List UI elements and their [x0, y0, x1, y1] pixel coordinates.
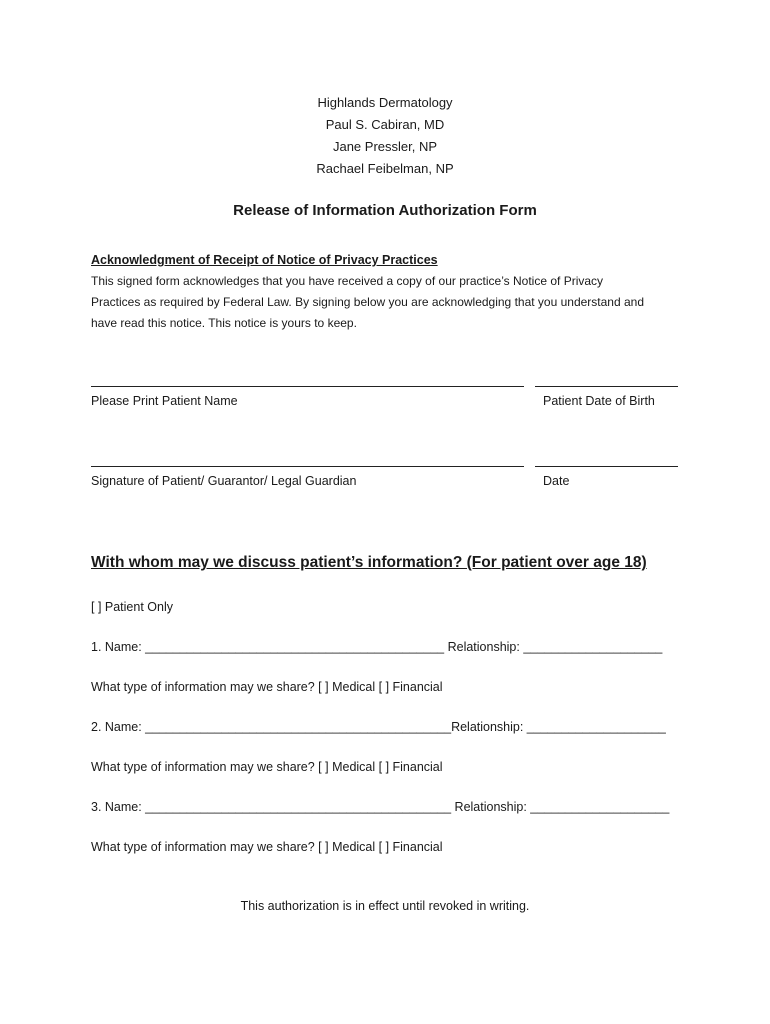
discussion-heading: With whom may we discuss patient’s information? (For patient over age 18)	[91, 554, 647, 571]
signature-label: Signature of Patient/ Guarantor/ Legal Guardian	[91, 474, 357, 488]
provider-name: Paul S. Cabiran, MD	[325, 117, 445, 132]
date-label: Date	[543, 474, 570, 488]
contact-3-name-row[interactable]: 3. Name: ____________________________________________ Relationship: ____________________	[91, 800, 670, 814]
acknowledgment-text: have read this notice. This notice is yours to keep.	[91, 316, 357, 330]
authorization-footer: This authorization is in effect until revoked in writing.	[240, 899, 530, 913]
form-title: Release of Information Authorization Form	[233, 202, 537, 219]
practice-name: Highlands Dermatology	[317, 95, 453, 110]
contact-2-name-row[interactable]: 2. Name: ____________________________________________Relationship: ____________________	[91, 720, 666, 734]
provider-name: Jane Pressler, NP	[332, 139, 438, 154]
patient-name-field[interactable]	[91, 386, 524, 387]
patient-only-checkbox[interactable]: [ ] Patient Only	[91, 600, 173, 614]
patient-dob-label: Patient Date of Birth	[543, 394, 655, 408]
date-field[interactable]	[535, 466, 678, 467]
patient-dob-field[interactable]	[535, 386, 678, 387]
contact-1-name-row[interactable]: 1. Name: ___________________________________________ Relationship: ____________________	[91, 640, 663, 654]
contact-3-info-type-row[interactable]: What type of information may we share? [ ] Medical [ ] Financial	[91, 840, 443, 854]
provider-name: Rachael Feibelman, NP	[316, 161, 454, 176]
contact-1-info-type-row[interactable]: What type of information may we share? [ ] Medical [ ] Financial	[91, 680, 443, 694]
contact-2-info-type-row[interactable]: What type of information may we share? [ ] Medical [ ] Financial	[91, 760, 443, 774]
acknowledgment-heading: Acknowledgment of Receipt of Notice of Privacy Practices	[91, 253, 438, 267]
signature-field[interactable]	[91, 466, 524, 467]
acknowledgment-text: This signed form acknowledges that you have received a copy of our practice’s Notice of Privacy	[91, 274, 604, 288]
acknowledgment-text: Practices as required by Federal Law. By signing below you are acknowledging that you understand and	[91, 295, 645, 309]
patient-name-label: Please Print Patient Name	[91, 394, 238, 408]
